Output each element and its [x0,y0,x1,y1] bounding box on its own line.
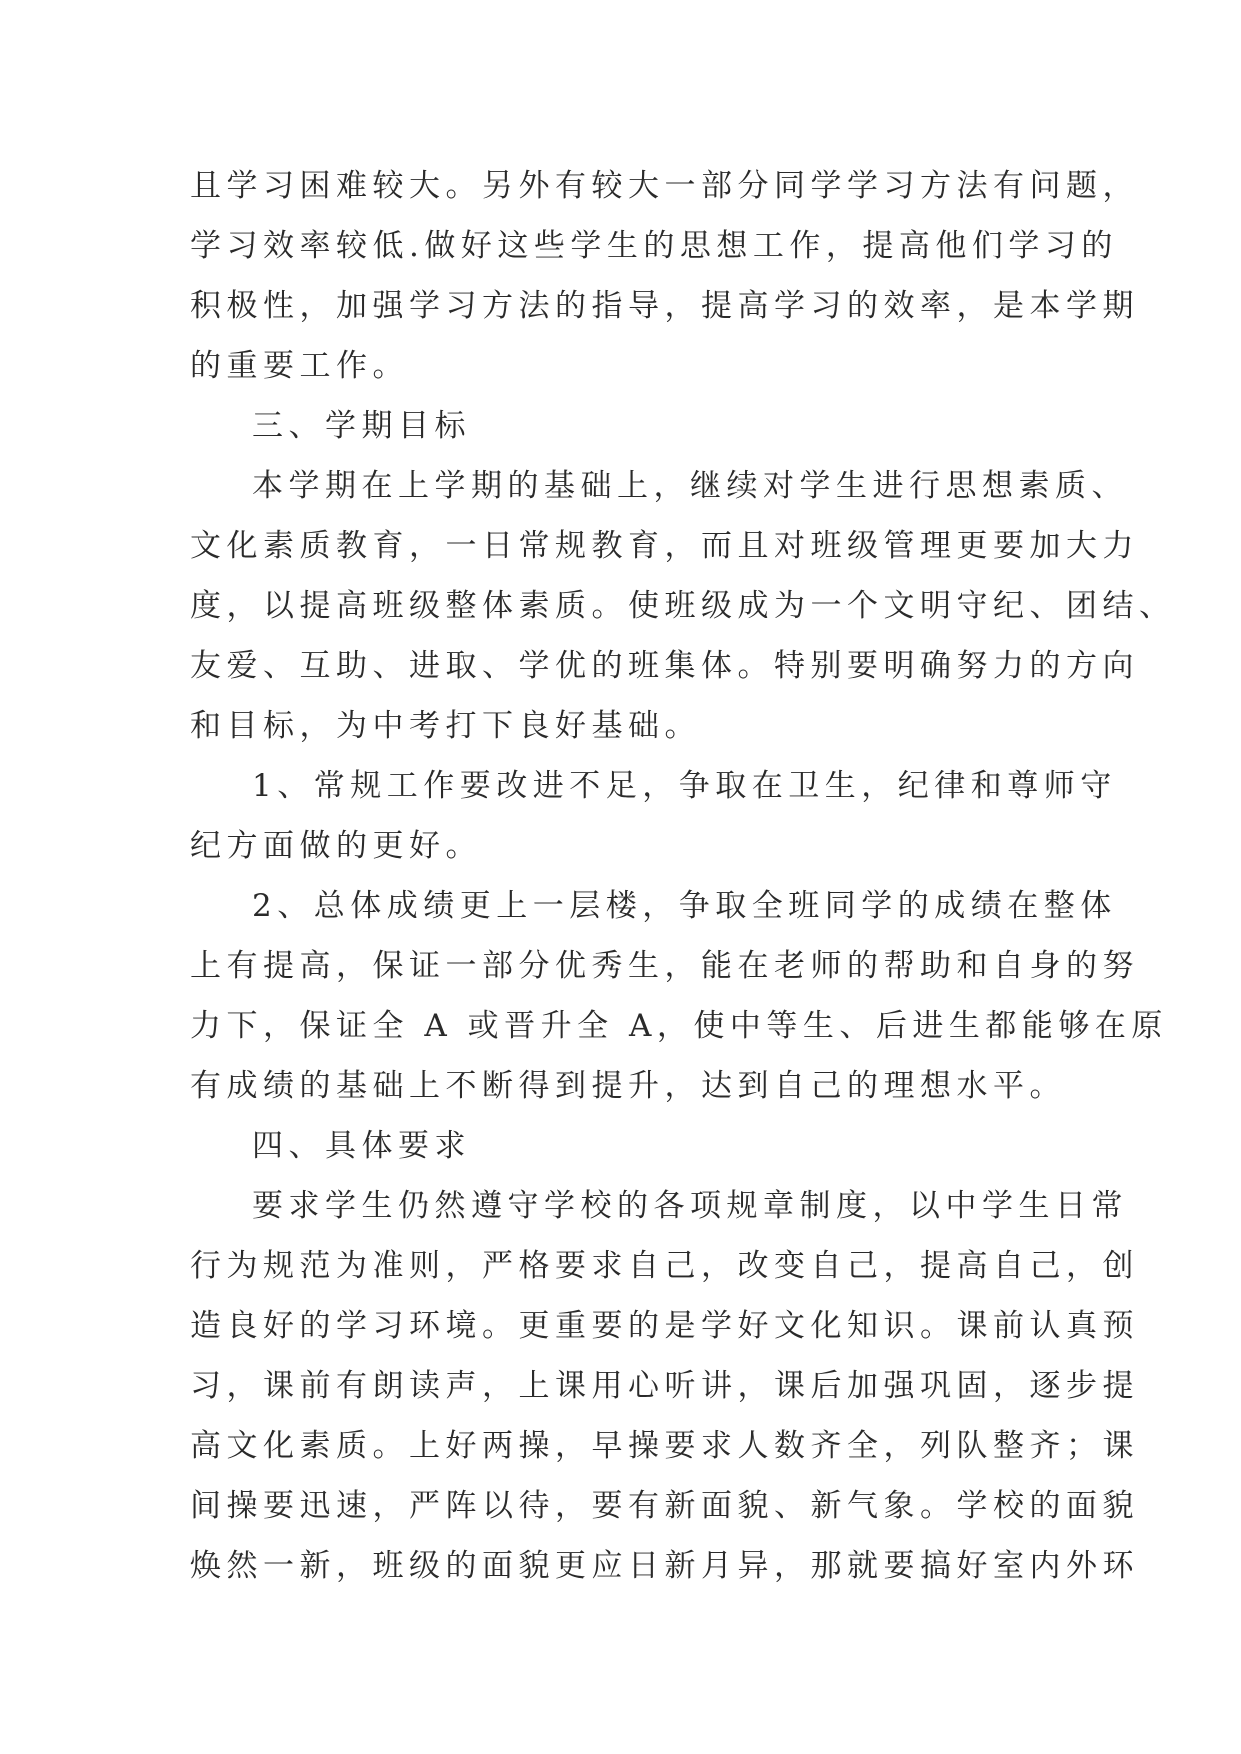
text-line: 上有提高，保证一部分优秀生，能在老师的帮助和自身的努 [190,948,1139,984]
paragraph-start-line: 三、学期目标 [252,408,471,444]
text-line: 行为规范为准则，严格要求自己，改变自己，提高自己，创 [190,1248,1139,1284]
text-line: 造良好的学习环境。更重要的是学好文化知识。课前认真预 [190,1308,1139,1344]
text-line: 文化素质教育，一日常规教育，而且对班级管理更要加大力 [190,528,1139,564]
text-line: 习，课前有朗读声，上课用心听讲，课后加强巩固，逐步提 [190,1368,1139,1404]
text-line: 度，以提高班级整体素质。使班级成为一个文明守纪、团结、 [190,588,1176,624]
text-line: 学习效率较低.做好这些学生的思想工作，提高他们学习的 [190,228,1118,264]
text-line: 积极性，加强学习方法的指导，提高学习的效率，是本学期 [190,288,1139,324]
text-line: 焕然一新，班级的面貌更应日新月异，那就要搞好室内外环 [190,1548,1139,1584]
paragraph-start-line: 本学期在上学期的基础上，继续对学生进行思想素质、 [252,468,1128,504]
text-line: 间操要迅速，严阵以待，要有新面貌、新气象。学校的面貌 [190,1488,1139,1524]
text-line: 力下，保证全 A 或晋升全 A，使中等生、后进生都能够在原 [190,1008,1168,1044]
text-line: 有成绩的基础上不断得到提升，达到自己的理想水平。 [190,1068,1066,1104]
text-line: 高文化素质。上好两操，早操要求人数齐全，列队整齐；课 [190,1428,1139,1464]
text-line: 纪方面做的更好。 [190,828,482,864]
paragraph-start-line: 要求学生仍然遵守学校的各项规章制度，以中学生日常 [252,1188,1128,1224]
paragraph-start-line: 1、常规工作要改进不足，争取在卫生，纪律和尊师守 [252,768,1117,804]
text-line: 的重要工作。 [190,348,409,384]
text-line: 友爱、互助、进取、学优的班集体。特别要明确努力的方向 [190,648,1139,684]
text-line: 和目标，为中考打下良好基础。 [190,708,701,744]
document-body [190,156,1176,1596]
paragraph-start-line: 四、具体要求 [252,1128,471,1164]
text-line: 且学习困难较大。另外有较大一部分同学学习方法有问题， [190,168,1139,204]
paragraph-start-line: 2、总体成绩更上一层楼，争取全班同学的成绩在整体 [252,888,1117,924]
